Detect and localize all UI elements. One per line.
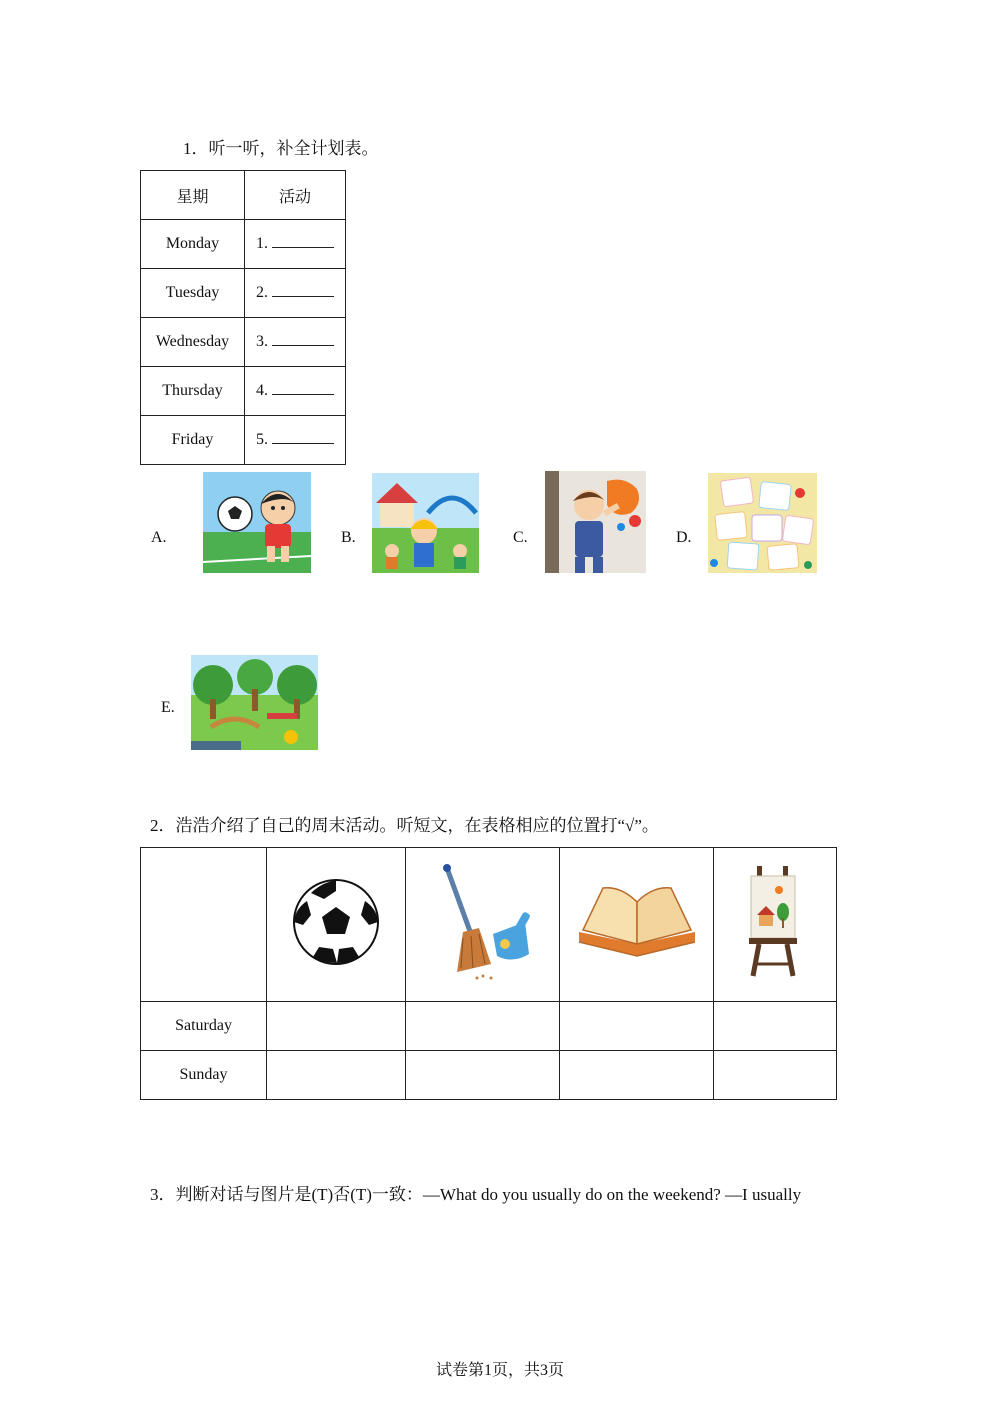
soccer-ball-icon	[291, 877, 381, 967]
broom-cell	[406, 848, 560, 1002]
answer-blank[interactable]	[272, 333, 334, 346]
book-cell	[560, 848, 714, 1002]
answer-cell[interactable]	[245, 416, 346, 465]
park-cleaning-picture	[372, 473, 479, 573]
day-cell: Saturday	[141, 1002, 267, 1051]
day-cell: Wednesday	[141, 318, 245, 367]
book-icon	[575, 882, 699, 962]
check-cell[interactable]	[406, 1051, 560, 1100]
day-cell: Sunday	[141, 1051, 267, 1100]
park-picnic-picture	[191, 655, 318, 750]
option-label-c: C.	[513, 529, 528, 546]
day-cell: Tuesday	[141, 269, 245, 318]
header-weekday: 星期	[141, 171, 245, 220]
weekend-activity-table	[140, 847, 837, 1100]
row-number: 4.	[256, 382, 268, 399]
day-cell: Monday	[141, 220, 245, 269]
check-cell[interactable]	[267, 1002, 406, 1051]
q1-title: 1．听一听，补全计划表。	[183, 139, 379, 158]
answer-cell[interactable]	[245, 367, 346, 416]
day-cell: Friday	[141, 416, 245, 465]
painting-kid-picture	[545, 471, 646, 573]
birthday-cards-picture	[708, 473, 817, 573]
check-cell[interactable]	[560, 1002, 714, 1051]
answer-blank[interactable]	[272, 431, 334, 444]
soccer-ball-cell	[267, 848, 406, 1002]
check-cell[interactable]	[267, 1051, 406, 1100]
answer-blank[interactable]	[272, 235, 334, 248]
row-number: 3.	[256, 333, 268, 350]
option-label-d: D.	[676, 529, 692, 546]
answer-blank[interactable]	[272, 382, 334, 395]
answer-cell[interactable]	[245, 318, 346, 367]
check-cell[interactable]	[406, 1002, 560, 1051]
check-cell[interactable]	[714, 1002, 837, 1051]
option-label-e: E.	[161, 699, 175, 716]
check-cell[interactable]	[714, 1051, 837, 1100]
answer-cell[interactable]	[245, 220, 346, 269]
q2-title: 2．浩浩介绍了自己的周末活动。听短文，在表格相应的位置打“√”。	[150, 816, 659, 835]
plan-table	[140, 170, 346, 465]
answer-blank[interactable]	[272, 284, 334, 297]
easel-cell	[714, 848, 837, 1002]
row-number: 5.	[256, 431, 268, 448]
q3-title: 3．判断对话与图片是(T)否(T)一致：—What do you usually do on the weekend? —I usually	[150, 1185, 802, 1204]
soccer-kid-picture	[203, 472, 311, 573]
row-number: 1.	[256, 235, 268, 252]
day-cell: Thursday	[141, 367, 245, 416]
answer-cell[interactable]	[245, 269, 346, 318]
easel-painting-icon	[745, 864, 805, 980]
broom-dustpan-icon	[433, 862, 533, 982]
row-number: 2.	[256, 284, 268, 301]
corner-cell	[141, 848, 267, 1002]
option-label-a: A.	[151, 529, 167, 546]
page-footer: 试卷第1页，共3页	[435, 1362, 564, 1379]
option-label-b: B.	[341, 529, 356, 546]
check-cell[interactable]	[560, 1051, 714, 1100]
header-activity: 活动	[245, 171, 346, 220]
